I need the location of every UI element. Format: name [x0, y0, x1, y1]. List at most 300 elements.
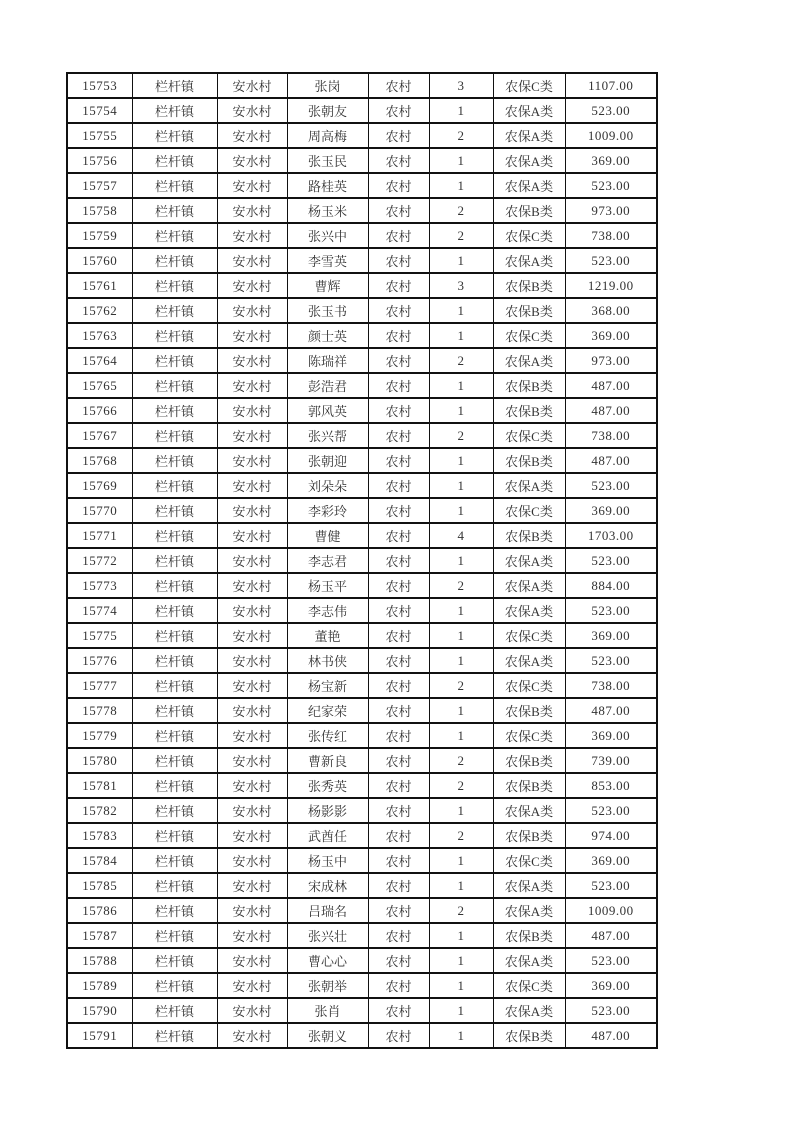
cell-residence-type: 农村 [368, 598, 429, 623]
table-row [67, 623, 657, 648]
cell-town: 栏杆镇 [132, 798, 217, 823]
table-row [67, 248, 657, 273]
cell-village: 安水村 [217, 923, 287, 948]
cell-insurance-category: 农保B类 [493, 923, 565, 948]
cell-person-count: 2 [429, 673, 493, 698]
cell-residence-type: 农村 [368, 498, 429, 523]
cell-amount: 738.00 [565, 673, 657, 698]
cell-amount: 487.00 [565, 1023, 657, 1048]
cell-name: 林书侠 [287, 648, 368, 673]
cell-town: 栏杆镇 [132, 373, 217, 398]
cell-record-id: 15757 [67, 173, 132, 198]
cell-insurance-category: 农保B类 [493, 773, 565, 798]
cell-village: 安水村 [217, 998, 287, 1023]
cell-name: 曹辉 [287, 273, 368, 298]
cell-record-id: 15786 [67, 898, 132, 923]
cell-village: 安水村 [217, 123, 287, 148]
cell-amount: 487.00 [565, 373, 657, 398]
cell-amount: 1009.00 [565, 898, 657, 923]
cell-insurance-category: 农保C类 [493, 723, 565, 748]
cell-village: 安水村 [217, 348, 287, 373]
cell-record-id: 15778 [67, 698, 132, 723]
cell-insurance-category: 农保A类 [493, 598, 565, 623]
cell-village: 安水村 [217, 723, 287, 748]
cell-amount: 523.00 [565, 873, 657, 898]
cell-residence-type: 农村 [368, 673, 429, 698]
cell-insurance-category: 农保A类 [493, 573, 565, 598]
cell-village: 安水村 [217, 598, 287, 623]
cell-village: 安水村 [217, 523, 287, 548]
cell-insurance-category: 农保A类 [493, 548, 565, 573]
cell-amount: 369.00 [565, 623, 657, 648]
cell-person-count: 4 [429, 523, 493, 548]
table-row [67, 423, 657, 448]
table-row [67, 98, 657, 123]
cell-amount: 1219.00 [565, 273, 657, 298]
cell-person-count: 1 [429, 948, 493, 973]
cell-insurance-category: 农保A类 [493, 648, 565, 673]
cell-town: 栏杆镇 [132, 498, 217, 523]
cell-village: 安水村 [217, 648, 287, 673]
cell-amount: 738.00 [565, 423, 657, 448]
cell-amount: 523.00 [565, 598, 657, 623]
cell-name: 张兴帮 [287, 423, 368, 448]
cell-village: 安水村 [217, 423, 287, 448]
cell-insurance-category: 农保A类 [493, 873, 565, 898]
cell-name: 张秀英 [287, 773, 368, 798]
cell-person-count: 1 [429, 623, 493, 648]
cell-amount: 368.00 [565, 298, 657, 323]
cell-amount: 523.00 [565, 648, 657, 673]
table-row [67, 448, 657, 473]
insurance-payment-table [66, 72, 658, 1049]
cell-insurance-category: 农保A类 [493, 948, 565, 973]
cell-town: 栏杆镇 [132, 623, 217, 648]
cell-name: 张玉书 [287, 298, 368, 323]
cell-insurance-category: 农保B类 [493, 398, 565, 423]
table-row [67, 598, 657, 623]
cell-insurance-category: 农保C类 [493, 973, 565, 998]
cell-insurance-category: 农保A类 [493, 473, 565, 498]
cell-residence-type: 农村 [368, 873, 429, 898]
cell-name: 李志伟 [287, 598, 368, 623]
cell-record-id: 15774 [67, 598, 132, 623]
cell-insurance-category: 农保C类 [493, 848, 565, 873]
cell-amount: 884.00 [565, 573, 657, 598]
cell-person-count: 1 [429, 298, 493, 323]
cell-name: 郭风英 [287, 398, 368, 423]
table-row [67, 848, 657, 873]
cell-residence-type: 农村 [368, 323, 429, 348]
cell-town: 栏杆镇 [132, 323, 217, 348]
cell-amount: 523.00 [565, 548, 657, 573]
cell-town: 栏杆镇 [132, 423, 217, 448]
cell-record-id: 15759 [67, 223, 132, 248]
cell-person-count: 1 [429, 648, 493, 673]
cell-person-count: 1 [429, 448, 493, 473]
cell-name: 杨玉平 [287, 573, 368, 598]
cell-residence-type: 农村 [368, 773, 429, 798]
cell-person-count: 2 [429, 898, 493, 923]
cell-insurance-category: 农保A类 [493, 898, 565, 923]
cell-person-count: 2 [429, 223, 493, 248]
cell-town: 栏杆镇 [132, 523, 217, 548]
cell-name: 曹心心 [287, 948, 368, 973]
table-row [67, 998, 657, 1023]
cell-residence-type: 农村 [368, 648, 429, 673]
cell-town: 栏杆镇 [132, 598, 217, 623]
cell-amount: 739.00 [565, 748, 657, 773]
table-row [67, 923, 657, 948]
cell-record-id: 15754 [67, 98, 132, 123]
cell-residence-type: 农村 [368, 73, 429, 98]
cell-record-id: 15783 [67, 823, 132, 848]
cell-village: 安水村 [217, 773, 287, 798]
table-row [67, 523, 657, 548]
cell-insurance-category: 农保B类 [493, 1023, 565, 1048]
cell-amount: 523.00 [565, 248, 657, 273]
table-row [67, 73, 657, 98]
table-row [67, 973, 657, 998]
table-row [67, 348, 657, 373]
cell-insurance-category: 农保C类 [493, 223, 565, 248]
cell-residence-type: 农村 [368, 198, 429, 223]
table-body [67, 73, 657, 1048]
cell-name: 颜士英 [287, 323, 368, 348]
cell-record-id: 15753 [67, 73, 132, 98]
cell-village: 安水村 [217, 623, 287, 648]
cell-record-id: 15770 [67, 498, 132, 523]
cell-residence-type: 农村 [368, 748, 429, 773]
cell-record-id: 15761 [67, 273, 132, 298]
cell-residence-type: 农村 [368, 548, 429, 573]
cell-town: 栏杆镇 [132, 648, 217, 673]
cell-residence-type: 农村 [368, 723, 429, 748]
cell-name: 彭浩君 [287, 373, 368, 398]
cell-residence-type: 农村 [368, 848, 429, 873]
cell-name: 张朝迎 [287, 448, 368, 473]
cell-record-id: 15781 [67, 773, 132, 798]
cell-name: 张兴壮 [287, 923, 368, 948]
table-row [67, 773, 657, 798]
cell-village: 安水村 [217, 673, 287, 698]
cell-record-id: 15789 [67, 973, 132, 998]
cell-insurance-category: 农保A类 [493, 248, 565, 273]
cell-person-count: 3 [429, 273, 493, 298]
cell-insurance-category: 农保B类 [493, 298, 565, 323]
cell-insurance-category: 农保B类 [493, 198, 565, 223]
cell-amount: 738.00 [565, 223, 657, 248]
cell-insurance-category: 农保C类 [493, 73, 565, 98]
cell-residence-type: 农村 [368, 348, 429, 373]
cell-amount: 369.00 [565, 973, 657, 998]
cell-record-id: 15780 [67, 748, 132, 773]
cell-name: 张玉民 [287, 148, 368, 173]
cell-town: 栏杆镇 [132, 173, 217, 198]
cell-town: 栏杆镇 [132, 98, 217, 123]
cell-insurance-category: 农保C类 [493, 673, 565, 698]
cell-amount: 487.00 [565, 923, 657, 948]
cell-insurance-category: 农保B类 [493, 748, 565, 773]
cell-town: 栏杆镇 [132, 198, 217, 223]
cell-village: 安水村 [217, 898, 287, 923]
cell-insurance-category: 农保A类 [493, 123, 565, 148]
cell-amount: 973.00 [565, 198, 657, 223]
cell-village: 安水村 [217, 148, 287, 173]
cell-record-id: 15768 [67, 448, 132, 473]
cell-residence-type: 农村 [368, 798, 429, 823]
cell-name: 曹新良 [287, 748, 368, 773]
cell-village: 安水村 [217, 173, 287, 198]
cell-town: 栏杆镇 [132, 948, 217, 973]
cell-town: 栏杆镇 [132, 973, 217, 998]
cell-town: 栏杆镇 [132, 448, 217, 473]
table-row [67, 698, 657, 723]
cell-town: 栏杆镇 [132, 573, 217, 598]
cell-record-id: 15772 [67, 548, 132, 573]
cell-town: 栏杆镇 [132, 1023, 217, 1048]
cell-residence-type: 农村 [368, 423, 429, 448]
cell-person-count: 1 [429, 173, 493, 198]
cell-record-id: 15775 [67, 623, 132, 648]
cell-name: 李雪英 [287, 248, 368, 273]
cell-amount: 369.00 [565, 848, 657, 873]
cell-amount: 523.00 [565, 798, 657, 823]
cell-name: 杨宝新 [287, 673, 368, 698]
cell-insurance-category: 农保B类 [493, 698, 565, 723]
cell-residence-type: 农村 [368, 123, 429, 148]
cell-person-count: 2 [429, 348, 493, 373]
cell-town: 栏杆镇 [132, 273, 217, 298]
cell-name: 纪家荣 [287, 698, 368, 723]
cell-town: 栏杆镇 [132, 73, 217, 98]
cell-amount: 1009.00 [565, 123, 657, 148]
cell-name: 杨玉中 [287, 848, 368, 873]
cell-insurance-category: 农保A类 [493, 798, 565, 823]
cell-person-count: 1 [429, 148, 493, 173]
cell-amount: 369.00 [565, 498, 657, 523]
cell-name: 张传红 [287, 723, 368, 748]
cell-village: 安水村 [217, 848, 287, 873]
table-row [67, 723, 657, 748]
cell-town: 栏杆镇 [132, 848, 217, 873]
cell-village: 安水村 [217, 248, 287, 273]
table-row [67, 948, 657, 973]
cell-village: 安水村 [217, 298, 287, 323]
table-row [67, 873, 657, 898]
cell-person-count: 1 [429, 873, 493, 898]
cell-residence-type: 农村 [368, 273, 429, 298]
cell-name: 杨玉米 [287, 198, 368, 223]
cell-residence-type: 农村 [368, 373, 429, 398]
cell-residence-type: 农村 [368, 298, 429, 323]
cell-name: 李志君 [287, 548, 368, 573]
cell-name: 张朝义 [287, 1023, 368, 1048]
cell-insurance-category: 农保B类 [493, 823, 565, 848]
cell-insurance-category: 农保C类 [493, 623, 565, 648]
cell-record-id: 15764 [67, 348, 132, 373]
cell-town: 栏杆镇 [132, 148, 217, 173]
cell-person-count: 1 [429, 323, 493, 348]
cell-insurance-category: 农保C类 [493, 423, 565, 448]
cell-residence-type: 农村 [368, 948, 429, 973]
cell-person-count: 1 [429, 473, 493, 498]
cell-record-id: 15758 [67, 198, 132, 223]
cell-person-count: 1 [429, 848, 493, 873]
cell-residence-type: 农村 [368, 173, 429, 198]
cell-record-id: 15779 [67, 723, 132, 748]
cell-person-count: 2 [429, 748, 493, 773]
cell-record-id: 15776 [67, 648, 132, 673]
cell-insurance-category: 农保B类 [493, 523, 565, 548]
cell-record-id: 15769 [67, 473, 132, 498]
cell-village: 安水村 [217, 373, 287, 398]
cell-village: 安水村 [217, 223, 287, 248]
table-row [67, 323, 657, 348]
table-row [67, 198, 657, 223]
cell-name: 李彩玲 [287, 498, 368, 523]
cell-insurance-category: 农保A类 [493, 98, 565, 123]
table-row [67, 748, 657, 773]
table-row [67, 898, 657, 923]
cell-person-count: 1 [429, 1023, 493, 1048]
cell-village: 安水村 [217, 73, 287, 98]
cell-amount: 369.00 [565, 148, 657, 173]
cell-insurance-category: 农保A类 [493, 148, 565, 173]
cell-person-count: 1 [429, 98, 493, 123]
cell-insurance-category: 农保B类 [493, 373, 565, 398]
cell-insurance-category: 农保A类 [493, 348, 565, 373]
cell-town: 栏杆镇 [132, 773, 217, 798]
cell-residence-type: 农村 [368, 923, 429, 948]
cell-amount: 369.00 [565, 723, 657, 748]
table-row [67, 648, 657, 673]
cell-residence-type: 农村 [368, 898, 429, 923]
cell-person-count: 1 [429, 973, 493, 998]
cell-name: 张岗 [287, 73, 368, 98]
table-row [67, 473, 657, 498]
cell-name: 吕瑞名 [287, 898, 368, 923]
cell-town: 栏杆镇 [132, 223, 217, 248]
cell-village: 安水村 [217, 273, 287, 298]
cell-insurance-category: 农保C类 [493, 323, 565, 348]
cell-amount: 369.00 [565, 323, 657, 348]
cell-person-count: 1 [429, 923, 493, 948]
cell-name: 周高梅 [287, 123, 368, 148]
cell-town: 栏杆镇 [132, 873, 217, 898]
cell-name: 路桂英 [287, 173, 368, 198]
cell-person-count: 1 [429, 798, 493, 823]
cell-town: 栏杆镇 [132, 348, 217, 373]
cell-amount: 853.00 [565, 773, 657, 798]
cell-name: 杨影影 [287, 798, 368, 823]
cell-amount: 523.00 [565, 173, 657, 198]
cell-person-count: 2 [429, 773, 493, 798]
cell-person-count: 2 [429, 198, 493, 223]
cell-name: 张兴中 [287, 223, 368, 248]
cell-insurance-category: 农保A类 [493, 173, 565, 198]
cell-name: 陈瑞祥 [287, 348, 368, 373]
cell-village: 安水村 [217, 498, 287, 523]
cell-record-id: 15773 [67, 573, 132, 598]
cell-residence-type: 农村 [368, 973, 429, 998]
cell-record-id: 15787 [67, 923, 132, 948]
cell-residence-type: 农村 [368, 98, 429, 123]
cell-person-count: 1 [429, 373, 493, 398]
cell-amount: 487.00 [565, 398, 657, 423]
cell-town: 栏杆镇 [132, 298, 217, 323]
cell-amount: 1107.00 [565, 73, 657, 98]
cell-residence-type: 农村 [368, 573, 429, 598]
cell-amount: 1703.00 [565, 523, 657, 548]
table-row [67, 823, 657, 848]
cell-record-id: 15782 [67, 798, 132, 823]
cell-village: 安水村 [217, 973, 287, 998]
cell-insurance-category: 农保C类 [493, 498, 565, 523]
cell-record-id: 15755 [67, 123, 132, 148]
cell-person-count: 1 [429, 248, 493, 273]
cell-record-id: 15785 [67, 873, 132, 898]
cell-village: 安水村 [217, 98, 287, 123]
cell-record-id: 15791 [67, 1023, 132, 1048]
cell-village: 安水村 [217, 1023, 287, 1048]
cell-residence-type: 农村 [368, 998, 429, 1023]
cell-town: 栏杆镇 [132, 898, 217, 923]
cell-person-count: 1 [429, 548, 493, 573]
cell-town: 栏杆镇 [132, 998, 217, 1023]
cell-name: 宋成林 [287, 873, 368, 898]
cell-village: 安水村 [217, 448, 287, 473]
cell-residence-type: 农村 [368, 1023, 429, 1048]
table-row [67, 1023, 657, 1048]
cell-town: 栏杆镇 [132, 923, 217, 948]
cell-name: 张朝举 [287, 973, 368, 998]
cell-person-count: 1 [429, 723, 493, 748]
table-row [67, 398, 657, 423]
cell-village: 安水村 [217, 798, 287, 823]
cell-person-count: 1 [429, 598, 493, 623]
cell-village: 安水村 [217, 873, 287, 898]
cell-village: 安水村 [217, 698, 287, 723]
cell-person-count: 2 [429, 123, 493, 148]
cell-village: 安水村 [217, 398, 287, 423]
cell-record-id: 15788 [67, 948, 132, 973]
cell-town: 栏杆镇 [132, 248, 217, 273]
cell-record-id: 15766 [67, 398, 132, 423]
cell-name: 武酋任 [287, 823, 368, 848]
cell-village: 安水村 [217, 548, 287, 573]
cell-residence-type: 农村 [368, 473, 429, 498]
cell-person-count: 3 [429, 73, 493, 98]
cell-town: 栏杆镇 [132, 673, 217, 698]
cell-person-count: 1 [429, 498, 493, 523]
cell-person-count: 1 [429, 698, 493, 723]
table-row [67, 573, 657, 598]
cell-record-id: 15767 [67, 423, 132, 448]
cell-record-id: 15760 [67, 248, 132, 273]
cell-amount: 487.00 [565, 448, 657, 473]
cell-amount: 523.00 [565, 948, 657, 973]
table-row [67, 798, 657, 823]
cell-village: 安水村 [217, 573, 287, 598]
cell-town: 栏杆镇 [132, 748, 217, 773]
cell-insurance-category: 农保A类 [493, 998, 565, 1023]
table-row [67, 373, 657, 398]
cell-village: 安水村 [217, 473, 287, 498]
cell-name: 曹健 [287, 523, 368, 548]
cell-village: 安水村 [217, 823, 287, 848]
table-row [67, 223, 657, 248]
